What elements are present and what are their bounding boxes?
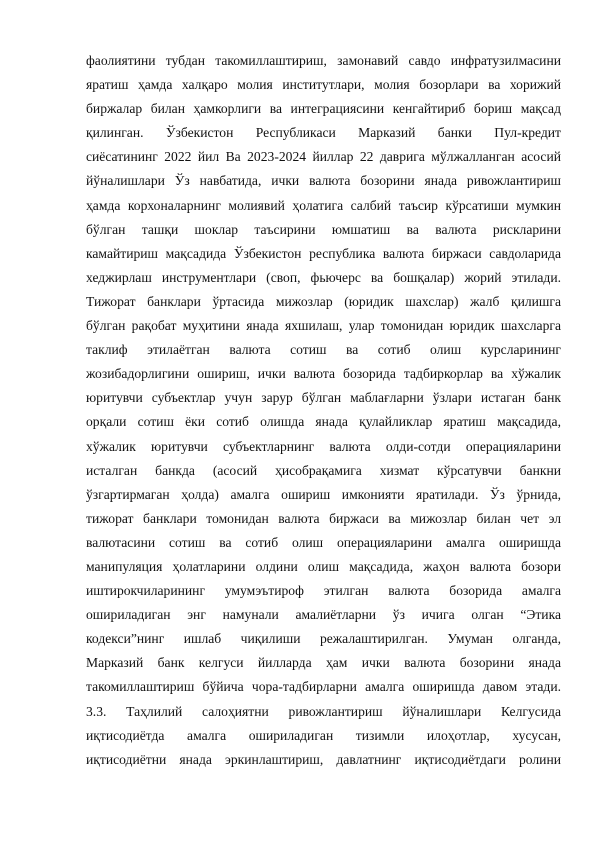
text-line: исталган банкда (асосий ҳисобрақамига хизмат кўрсатувчи банкни [86,462,561,478]
text-line: ҳамда корхоналарнинг молиявий ҳолатига салбий таъсир кўрсатиши мумкин [86,197,561,213]
text-line: фаолиятини тубдан такомиллаштириш, замонавий савдо инфратузилмасини [86,53,561,68]
text-line: хўжалик юритувчи субъектларнинг валюта олди-сотди операцияларини [86,438,561,454]
text-line: бўлган рақобат муҳитини янада яхшилаш, улар томонидан юридик шахсларга [86,318,561,334]
text-line: қилинган. Ўзбекистон Республикаси Марказий банки Пул-кредит [86,125,561,141]
text-line: хеджирлаш инструментлари (своп, фьючерс ва бошқалар) жорий этилади. [86,269,561,285]
text-line: ошириладиган энг намунали амалиётларни ўз ичига олган “Этика [86,607,561,623]
text-line: биржалар билан ҳамкорлиги ва интеграциясини кенгайтириб бориш мақсад [86,101,561,117]
text-line: Марказий банк келгуси йилларда ҳам ички валюта бозорини янада [86,655,561,671]
text-line: яратиш ҳамда халқаро молия институтлари, молия бозорлари ва хорижий [86,77,561,93]
text-line: иқтисодиётда амалга ошириладиган тизимли илоҳотлар, хусусан, [86,727,561,743]
text-line: сиёсатининг 2022 йил Ва 2023-2024 йиллар 22 даврига мўлжалланган асосий [86,149,561,165]
body-text [86,49,561,772]
text-line: манипуляция ҳолатларини олдини олиш мақсадида, жаҳон валюта бозори [86,558,561,574]
text-line: иштирокчиларининг умумэътироф этилган валюта бозорида амалга [86,583,561,599]
text-line: иқтисодиётни янада эркинлаштириш, давлатнинг иқтисодиётдаги ролини [86,751,561,767]
text-line: бўлган ташқи шоклар таъсирини юмшатиш ва валюта рискларини [86,221,561,237]
text-line: кодекси”нинг ишлаб чиқилиши режалаштирилган. Умуман олганда, [86,631,561,647]
text-line: таклиф этилаётган валюта сотиш ва сотиб олиш курсларининг [86,342,561,358]
text-line: 3.3. Таҳлилий салоҳиятни ривожлантириш йўналишлари Келгусида [86,703,561,719]
text-line: валютасини сотиш ва сотиб олиш операцияларини амалга оширишда [86,534,561,550]
text-line: тижорат банклари томонидан валюта биржаси ва мижозлар билан чет эл [86,510,561,526]
text-line: жозибадорлигини ошириш, ички валюта бозорида тадбиркорлар ва хўжалик [86,366,561,382]
text-line: камайтириш мақсадида Ўзбекистон республика валюта биржаси савдоларида [86,245,561,261]
text-line: йўналишлари Ўз навбатида, ички валюта бозорини янада ривожлантириш [86,173,561,189]
text-line: такомиллаштириш бўйича чора-тадбирларни амалга оширишда давом этади. [86,679,561,695]
text-line: орқали сотиш ёки сотиб олишда янада қулайликлар яратиш мақсадида, [86,414,561,430]
text-line: ўзгартирмаган ҳолда) амалга ошириш имконияти яратилади. Ўз ўрнида, [86,486,561,502]
text-line: юритувчи субъектлар учун зарур бўлган маблағларни ўзлари истаган банк [86,390,561,406]
text-line: Тижорат банклари ўртасида мижозлар (юридик шахслар) жалб қилишга [86,293,561,309]
